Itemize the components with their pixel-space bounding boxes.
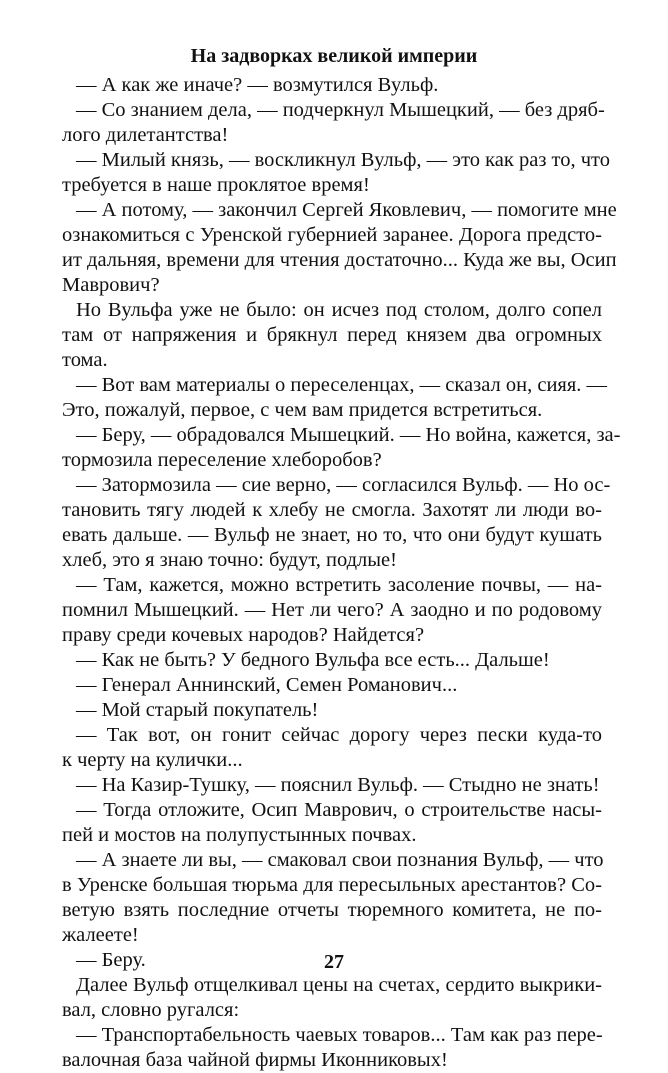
paragraph — [62, 73, 602, 98]
text-line: к черту на кулички... — [62, 749, 243, 771]
text-line: Далее Вульф отщелкивал цены на счетах, сердито выкрики- — [76, 974, 602, 996]
text-line: вал, словно ругался: — [62, 999, 240, 1021]
text-line: валочная база чайной фирмы Иконниковых! — [62, 1049, 448, 1071]
text-line: — На Казир-Тушку, — пояснил Вульф. — Стыдно не знать! — [76, 774, 600, 796]
text-line: — Там, кажется, можно встретить засоление почвы, — на- — [76, 574, 602, 596]
text-line: — Так вот, он гонит сейчас дорогу через пески куда-то — [76, 724, 602, 746]
text-line: — Затормозила — сие верно, — согласился Вульф. — Но ос- — [76, 474, 611, 496]
paragraph — [62, 473, 611, 573]
paragraph — [62, 973, 602, 1023]
paragraph — [62, 148, 610, 198]
text-line: жалеете! — [62, 924, 139, 946]
text-line: — Милый князь, — воскликнул Вульф, — это как раз то, что — [76, 149, 610, 171]
text-line: — Беру. — [76, 949, 146, 971]
text-line: — А знаете ли вы, — смаковал свои познания Вульф, — что — [76, 849, 604, 871]
text-line: там от напряжения и брякнул перед князем два огромных — [62, 324, 602, 346]
text-line: — Мой старый покупатель! — [76, 699, 319, 721]
text-line: требуется в наше проклятое время! — [62, 174, 370, 196]
paragraph — [62, 798, 602, 848]
paragraph — [62, 198, 617, 298]
paragraph — [62, 373, 608, 423]
paragraph — [62, 773, 602, 798]
running-head: На задворках великой империи — [190, 45, 478, 67]
text-line: — Тогда отложите, Осип Маврович, о строительстве насы- — [76, 799, 602, 821]
paragraph — [62, 848, 602, 948]
text-line: — Вот вам материалы о переселенцах, — сказал он, сияя. — — [76, 374, 608, 396]
paragraph — [62, 423, 621, 473]
text-line: — Со знанием дела, — подчеркнул Мышецкий, — без дряб- — [76, 99, 605, 121]
text-line: в Уренске большая тюрьма для пересыльных арестантов? Со- — [62, 874, 602, 896]
text-line: — Генерал Аннинский, Семен Романович... — [76, 674, 458, 696]
text-line: — Транспортабельность чаевых товаров... Там как раз пере- — [76, 1024, 603, 1046]
text-line: — А потому, — закончил Сергей Яковлевич, — помогите мне — [76, 199, 617, 221]
text-line: ит дальняя, времени для чтения достаточно... Куда же вы, Осип — [62, 249, 617, 271]
paragraph — [62, 648, 602, 673]
text-line: праву среди кочевых народов? Найдется? — [62, 624, 425, 646]
text-line: — Как не быть? У бедного Вульфа все есть... Дальше! — [76, 649, 550, 671]
page-number: 27 — [324, 951, 344, 973]
text-line: Маврович? — [62, 274, 160, 296]
text-line: — А как же иначе? — возмутился Вульф. — [76, 74, 439, 96]
text-line: — Беру, — обрадовался Мышецкий. — Но война, кажется, за- — [76, 424, 621, 446]
paragraph — [62, 298, 602, 373]
text-line: тановить тягу людей к хлебу не смогла. Захотят ли люди во- — [62, 499, 602, 521]
text-line: помнил Мышецкий. — Нет ли чего? А заодно и по родовому — [62, 599, 602, 621]
paragraph — [62, 673, 602, 698]
text-line: лого дилетантства! — [62, 124, 229, 146]
text-line: хлеб, это я знаю точно: будут, подлые! — [62, 549, 397, 571]
text-line: тома. — [62, 349, 108, 371]
text-line: тормозила переселение хлеборобов? — [62, 449, 382, 471]
text-line: Но Вульфа уже не было: он исчез под столом, долго сопел — [76, 299, 602, 321]
paragraph — [62, 698, 602, 723]
paragraph — [62, 723, 602, 773]
text-line: пей и мостов на полупустынных почвах. — [62, 824, 417, 846]
text-line: ветую взять последние отчеты тюремного комитета, не по- — [62, 899, 602, 921]
paragraph — [62, 1023, 602, 1073]
body-text — [62, 73, 621, 1073]
text-line: Это, пожалуй, первое, с чем вам придется встретиться. — [62, 399, 543, 421]
text-line: евать дальше. — Вульф не знает, но то, что они будут кушать — [62, 524, 602, 546]
paragraph — [62, 573, 602, 648]
paragraph — [62, 98, 605, 148]
text-line: ознакомиться с Уренской губернией заранее. Дорога предсто- — [62, 224, 602, 246]
